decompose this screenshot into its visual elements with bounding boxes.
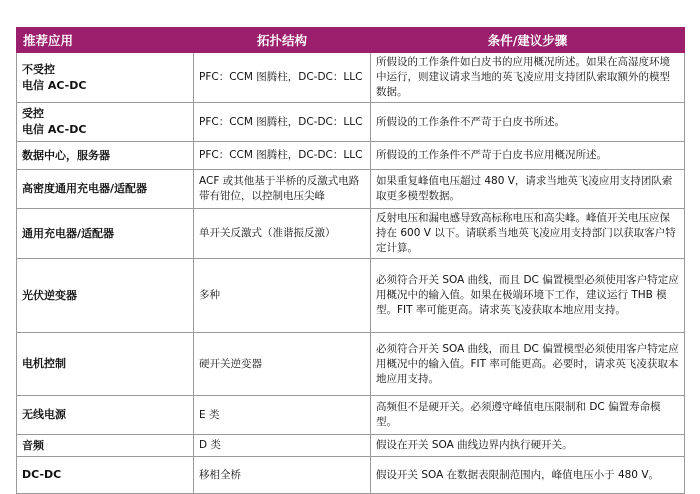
header-application: 推荐应用 bbox=[17, 28, 194, 53]
cell-conditions: 所假设的工作条件不严苛于白皮书所述。 bbox=[371, 103, 685, 142]
cell-application bbox=[17, 457, 194, 494]
table-row bbox=[17, 259, 685, 333]
table-body bbox=[17, 53, 685, 494]
cell-application bbox=[17, 333, 194, 396]
table-row bbox=[17, 53, 685, 103]
application-label: 音频 bbox=[22, 438, 44, 452]
cell-topology: PFC：CCM 图腾柱，DC-DC：LLC bbox=[194, 103, 371, 142]
cell-conditions: 所假设的工作条件如白皮书的应用概况所述。如果在高湿度环境中运行，则建议请求当地的英飞凌应用支持团队索取额外的模型数据。 bbox=[371, 53, 685, 103]
cell-topology: E 类 bbox=[194, 396, 371, 435]
cell-topology: D 类 bbox=[194, 435, 371, 457]
table-row bbox=[17, 142, 685, 170]
cell-conditions: 反射电压和漏电感导致高标称电压和高尖峰。峰值开关电压应保持在 600 V 以下。请联系当地英飞凌应用支持部门以获取客户特定计算。 bbox=[371, 209, 685, 259]
cell-topology: 移相全桥 bbox=[194, 457, 371, 494]
application-label: 数据中心，服务器 bbox=[22, 148, 110, 162]
cell-topology: PFC：CCM 图腾柱，DC-DC：LLC bbox=[194, 53, 371, 103]
application-label: 电信 AC-DC bbox=[22, 78, 87, 92]
cell-conditions: 假设开关 SOA 在数据表限制范围内，峰值电压小于 480 V。 bbox=[371, 457, 685, 494]
application-label: 电机控制 bbox=[22, 357, 66, 370]
table-row bbox=[17, 103, 685, 142]
cell-topology: 单开关反激式（准谐振反激） bbox=[194, 209, 371, 259]
header-conditions: 条件/建议步骤 bbox=[371, 28, 685, 53]
application-label: 无线电源 bbox=[22, 408, 66, 421]
header-topology: 拓扑结构 bbox=[194, 28, 371, 53]
cell-application bbox=[17, 209, 194, 259]
cell-application bbox=[17, 103, 194, 142]
recommendation-table-container bbox=[16, 27, 684, 494]
table-row bbox=[17, 435, 685, 457]
cell-application bbox=[17, 435, 194, 457]
application-label: 受控 bbox=[22, 107, 44, 120]
recommendation-table bbox=[16, 27, 685, 494]
cell-application bbox=[17, 396, 194, 435]
cell-application bbox=[17, 142, 194, 170]
cell-application bbox=[17, 53, 194, 103]
cell-conditions: 假设在开关 SOA 曲线边界内执行硬开关。 bbox=[371, 435, 685, 457]
cell-application bbox=[17, 170, 194, 209]
cell-topology: 硬开关逆变器 bbox=[194, 333, 371, 396]
cell-topology: ACF 或其他基于半桥的反激式电路带有钳位，以控制电压尖峰 bbox=[194, 170, 371, 209]
table-row bbox=[17, 457, 685, 494]
table-header-row bbox=[17, 28, 685, 53]
table-row bbox=[17, 333, 685, 396]
cell-topology: 多种 bbox=[194, 259, 371, 333]
table-row bbox=[17, 209, 685, 259]
application-label: 高密度通用充电器/适配器 bbox=[22, 182, 148, 195]
cell-application bbox=[17, 259, 194, 333]
application-label: 通用充电器/适配器 bbox=[22, 226, 115, 240]
cell-conditions: 必须符合开关 SOA 曲线，而且 DC 偏置模型必须使用客户特定应用概况中的输入值。FIT 率可能更高。必要时，请求英飞凌获取本地应用支持。 bbox=[371, 333, 685, 396]
table-row bbox=[17, 170, 685, 209]
cell-topology: PFC：CCM 图腾柱，DC-DC：LLC bbox=[194, 142, 371, 170]
cell-conditions: 必须符合开关 SOA 曲线，而且 DC 偏置模型必须使用客户特定应用概况中的输入值。如果在极端环境下工作，建议运行 THB 模型。FIT 率可能更高。请求英飞凌获取本地应用支持。 bbox=[371, 259, 685, 333]
cell-conditions: 所假设的工作条件不严苛于白皮书应用概况所述。 bbox=[371, 142, 685, 170]
cell-conditions: 如果重复峰值电压超过 480 V，请求当地英飞凌应用支持团队索取更多模型数据。 bbox=[371, 170, 685, 209]
application-label: DC-DC bbox=[22, 468, 62, 481]
table-row bbox=[17, 396, 685, 435]
application-label: 不受控 bbox=[22, 62, 55, 76]
application-label: 电信 AC-DC bbox=[22, 123, 87, 136]
application-label: 光伏逆变器 bbox=[22, 288, 77, 302]
cell-conditions: 高频但不是硬开关。必须遵守峰值电压限制和 DC 偏置寿命模型。 bbox=[371, 396, 685, 435]
